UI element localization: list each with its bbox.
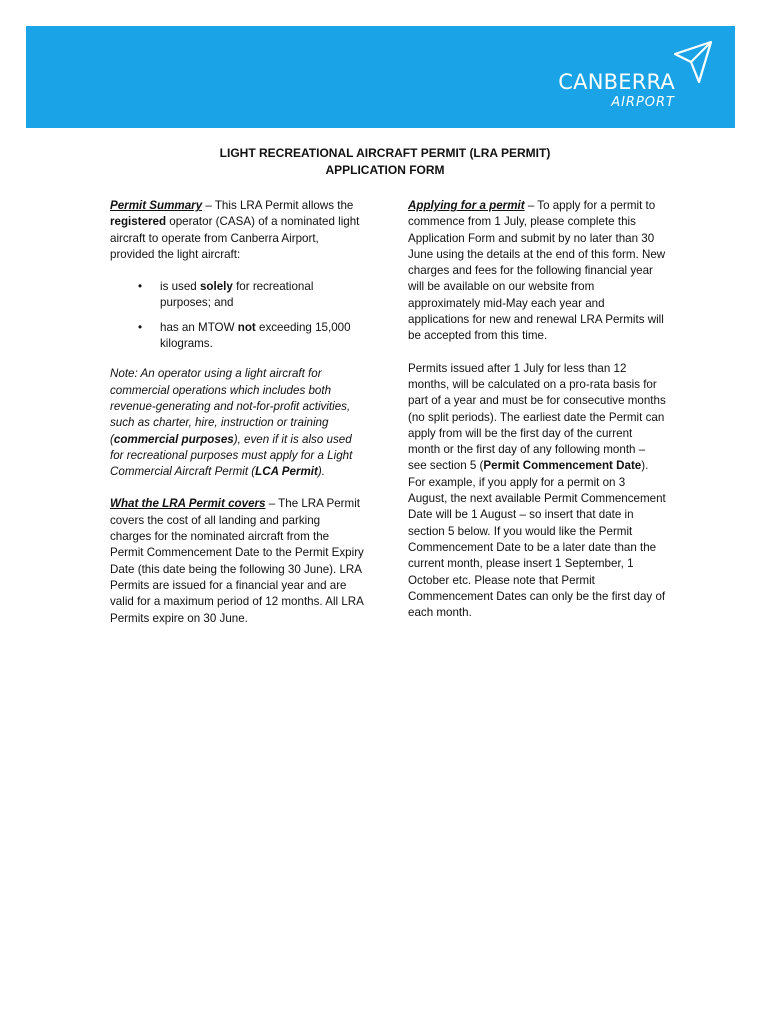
pro-rata-paragraph: Permits issued after 1 July for less than 12 months, will be calculated on a pro-rata basis for part of a year and must be for consecutive months (no split periods). The earliest date the Permit can apply from will be the first day of the current month or the first day of any following month – see section 5 (Permit Commencement Date). For example, if you apply for a permit on 3 August, the next available Permit Commencement Date will be 1 August – so insert that date in section 5 below. If you would like the Permit Commencement Date to be a later date than the current month, please insert 1 September, 1 October etc. Please note that Permit Commencement Dates can only be the first day of each month. [408,361,666,620]
canberra-airport-logo [558,40,713,124]
permit-covers-paragraph: What the LRA Permit covers – The LRA Permit covers the cost of all landing and parking charges for the nominated aircraft from the Permit Commencement Date to the Permit Expiry Date (this date being the following 30 June). LRA Permits are issued for a financial year and are valid for a maximum period of 12 months. All LRA Permits expire on 30 June. [110,497,364,625]
conditions-list [110,279,364,352]
permit-covers-heading: What the LRA Permit covers [110,497,266,511]
right-column [408,198,666,637]
title-line-1: LIGHT RECREATIONAL AIRCRAFT PERMIT (LRA PERMIT) [219,146,551,160]
applying-heading: Applying for a permit [408,199,525,212]
logo-wordmark: CANBERRA [558,70,675,94]
list-item: • is used solely for recreational purposes; and [138,280,314,310]
left-column [110,198,364,643]
header-banner [26,26,735,128]
permit-summary-paragraph: Permit Summary – This LRA Permit allows the registered operator (CASA) of a nominated light aircraft to operate from Canberra Airport, provided the light aircraft: [110,199,360,261]
logo-subtitle: AIRPORT [611,95,675,110]
paper-plane-icon [673,40,713,84]
commercial-note: Note: An operator using a light aircraft for commercial operations which includes both revenue-generating and not-for-profit activities, such as charter, hire, instruction or training (commercial purposes), even if it is also used for recreational purposes must apply for a Light Commercial Aircraft Permit (LCA Permit). [110,367,353,479]
applying-paragraph: Applying for a permit – To apply for a permit to commence from 1 July, please complete this Application Form and submit by no later than 30 June using the details at the end of this form. New charges and fees for the following financial year will be available on our website from approximately mid-May each year and applications for new and renewal LRA Permits will be accepted from this time. [408,199,666,343]
title-line-2: APPLICATION FORM [325,163,445,177]
bullet-icon: • [138,320,143,334]
page-title [0,145,770,179]
list-item: • has an MTOW not exceeding 15,000 kilograms. [138,320,351,351]
permit-summary-heading: Permit Summary [110,199,203,212]
bullet-icon: • [138,280,143,294]
